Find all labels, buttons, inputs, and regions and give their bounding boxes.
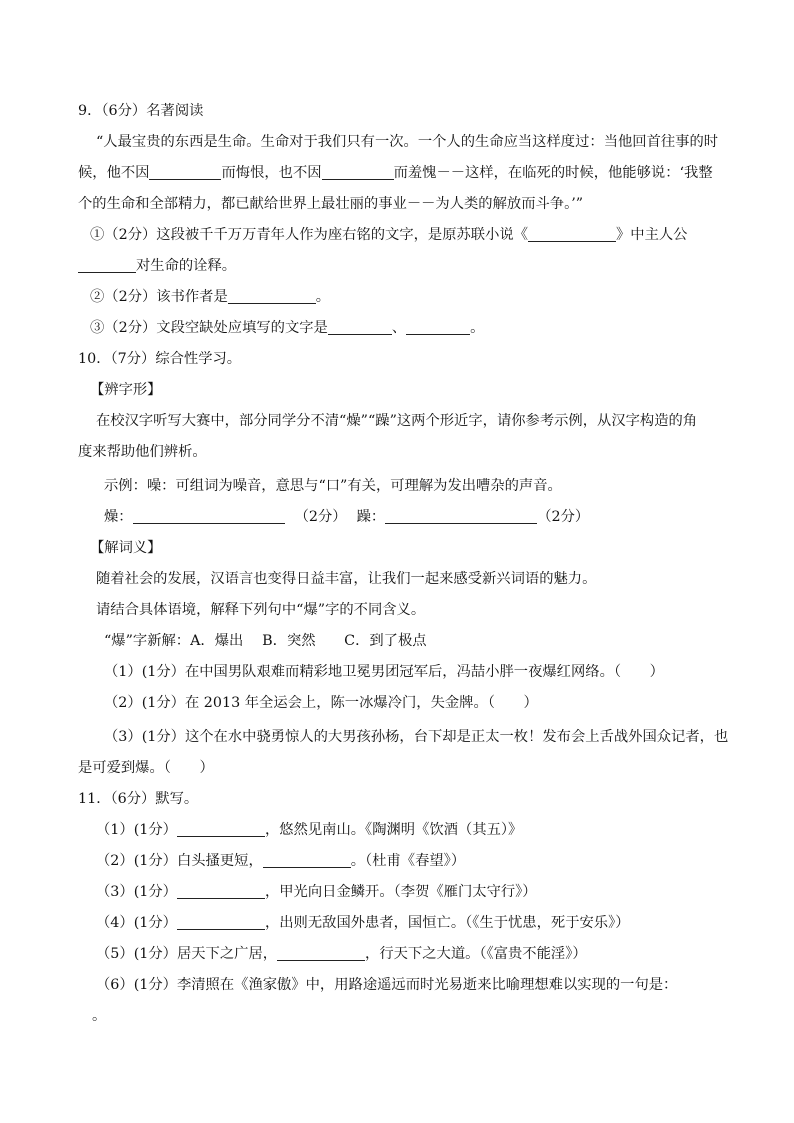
section-title-bianzixing: 【辨字形】 — [90, 382, 162, 398]
q10-paragraph-line-1: 在校汉字听写大赛中，部分同学分不清“燥”“躁”这两个形近字，请你参考示例，从汉字构造的角 — [96, 413, 698, 429]
answer-blank[interactable] — [277, 945, 365, 961]
answer-blank[interactable] — [322, 164, 394, 180]
q9-sub-2: ②（2分）该书作者是 。 — [90, 289, 331, 305]
answer-blank[interactable] — [149, 164, 221, 180]
zao-answer-blank[interactable] — [133, 508, 285, 524]
answer-blank[interactable] — [78, 257, 136, 273]
q10-item-3-cont: 是可爱到爆。（ ） — [78, 760, 214, 776]
q10-options: “爆”字新解：A．爆出 B．突然 C．到了极点 — [104, 633, 427, 649]
answer-blank[interactable] — [406, 319, 470, 335]
answer-blank[interactable] — [528, 226, 616, 242]
q11-line-6: （6）(1分）李清照在《渔家傲》中，用路途遥远而时光易逝来比喻理想难以实现的一句是： — [96, 977, 678, 993]
zao-foot-answer-blank[interactable] — [385, 508, 537, 524]
q9-paragraph-line-1: “人最宝贵的东西是生命。生命对于我们只有一次。一个人的生命应当这样度过：当他回首往事的时 — [96, 134, 719, 150]
q10-header: 10．（7分）综合性学习。 — [78, 351, 242, 367]
answer-blank[interactable] — [177, 914, 265, 930]
answer-blank[interactable] — [177, 883, 265, 899]
q11-line-4: （4）(1分） ，出则无敌国外患者，国恒亡。（《生于忧患，死于安乐》） — [96, 915, 630, 931]
answer-blank[interactable] — [177, 821, 265, 837]
q11-line-3: （3）(1分） ，甲光向日金鳞开。（李贺《雁门太守行》） — [96, 884, 537, 900]
q10-item-1: （1）(1分）在中国男队艰难而精彩地卫冕男团冠军后，冯喆小胖一夜爆红网络。（ ） — [104, 664, 664, 680]
q11-line-6-cont: 。 — [92, 1008, 107, 1024]
q11-line-1: （1）(1分） ，悠然见南山。《陶渊明《饮酒（其五）》 — [96, 822, 523, 838]
q11-line-5: （5）(1分）居天下之广居， ，行天下之大道。（《富贵不能淫》） — [96, 946, 587, 962]
answer-blank[interactable] — [228, 288, 316, 304]
q10-example: 示例：噪：可组词为噪音，意思与“口”有关，可理解为发出嘈杂的声音。 — [104, 478, 562, 494]
q10-paragraph-line-3: 随着社会的发展，汉语言也变得日益丰富，让我们一起来感受新兴词语的魅力。 — [96, 571, 597, 587]
q10-item-2: （2）(1分）在 2013 年全运会上，陈一冰爆冷门，失金牌。（ ） — [104, 695, 538, 711]
q9-paragraph-line-3: 个的生命和全部精力，都已献给世界上最壮丽的事业－－为人类的解放而斗争。’” — [78, 196, 584, 212]
q10-paragraph-line-2: 度来帮助他们辨析。 — [78, 444, 207, 460]
q10-fill-line: 燥： （2分） 躁： （2分） — [104, 509, 590, 525]
answer-blank[interactable] — [328, 319, 392, 335]
answer-blank[interactable] — [263, 852, 351, 868]
q9-sub-1-cont: 对生命的诠释。 — [78, 256, 236, 276]
q9-sub-1: ①（2分）这段被千千万万青年人作为座右铭的文字，是原苏联小说《 》中主人公 — [90, 227, 688, 243]
q10-item-3: （3）(1分）这个在水中骁勇惊人的大男孩孙杨，台下却是正太一枚！发布会上舌战外国众记者，也 — [104, 729, 729, 745]
q9-header: 9．（6分）名著阅读 — [78, 103, 204, 119]
q9-sub-3: ③（2分）文段空缺处应填写的文字是 、 。 — [90, 320, 485, 336]
q11-line-2: （2）(1分）白头搔更短， 。（杜甫《春望》） — [96, 853, 466, 869]
q10-paragraph-line-4: 请结合具体语境，解释下列句中“爆”字的不同含义。 — [96, 602, 426, 618]
q9-paragraph-line-2: 候，他不因 而悔恨，也不因 而羞愧－－这样，在临死的时候，他能够说：‘我整 — [78, 165, 713, 181]
section-title-jieciyi: 【解词义】 — [90, 540, 162, 556]
q11-header: 11．（6分）默写。 — [78, 791, 199, 807]
